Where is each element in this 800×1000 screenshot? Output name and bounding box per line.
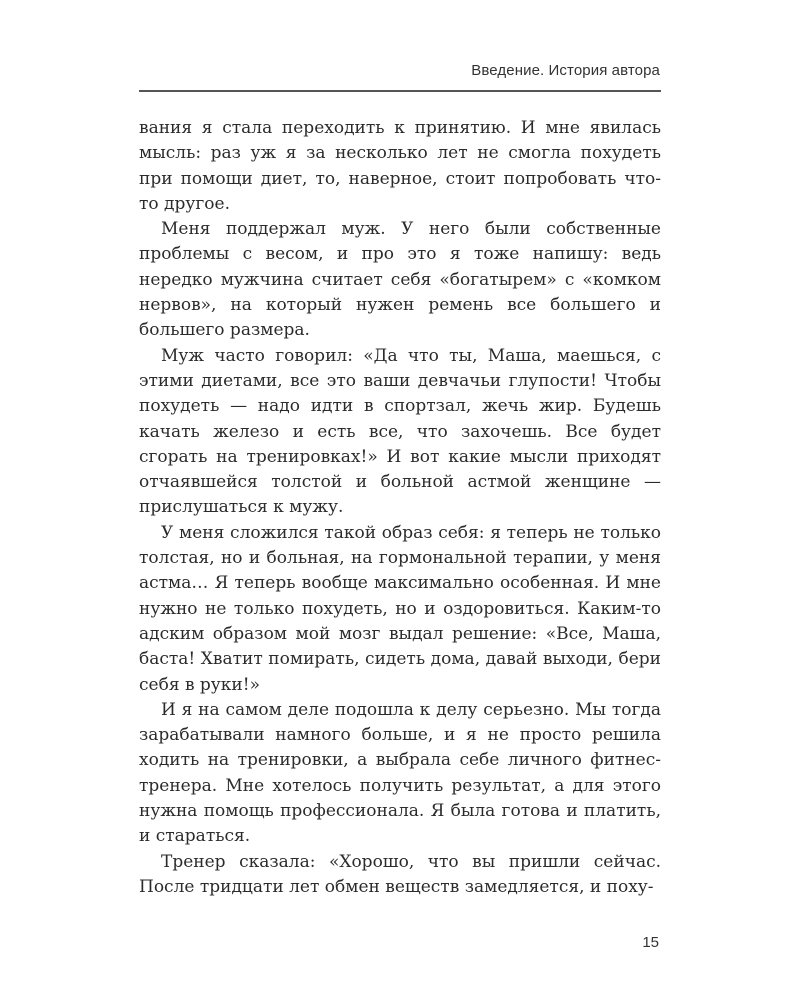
header-divider xyxy=(139,90,661,92)
paragraph: У меня сложился такой образ себя: я теперь не только толстая, но и больная, на гормональной терапии, у меня астма… Я теперь вообще максимально особенная. И мне нужно не только похудеть, но и оздоровиться. Каким-то адским образом мой мозг выдал решение: «Все, Маша, баста! Хватит помирать, сидеть дома, давай выходи, бери себя в руки!» xyxy=(139,522,661,695)
paragraph: И я на самом деле подошла к делу серьезно. Мы тогда зарабатывали намного больше, и я не просто решила ходить на тренировки, а выбрала себе личного фитнес-тренера. Мне хотелось получить результат, а для этого нужна помощь профессионала. Я была готова и платить, и стараться. xyxy=(139,699,661,847)
running-header: Введение. История автора xyxy=(471,62,660,79)
page-number: 15 xyxy=(642,934,659,951)
paragraph: вания я стала переходить к принятию. И мне явилась мысль: раз уж я за несколько лет не смогла похудеть при помощи диет, то, наверное, стоит попробовать что-то другое. xyxy=(139,118,661,214)
paragraph: Муж часто говорил: «Да что ты, Маша, маешься, с этими диетами, все это ваши девчачьи глупости! Чтобы похудеть — надо идти в спортзал, жечь жир. Будешь качать железо и есть все, что захочешь. Все будет сгорать на тренировках!» И вот какие мысли приходят отчаявшейся толстой и больной астмой женщине — прислушаться к мужу. xyxy=(139,345,661,518)
body-text xyxy=(139,116,661,900)
paragraph: Тренер сказала: «Хорошо, что вы пришли сейчас. После тридцати лет обмен веществ замедляется, и поху- xyxy=(139,851,661,897)
paragraph: Меня поддержал муж. У него были собственные проблемы с весом, и про это я тоже напишу: ведь нередко мужчина считает себя «богатырем» с «комком нервов», на который нужен ремень все большего и большего размера. xyxy=(139,219,661,341)
